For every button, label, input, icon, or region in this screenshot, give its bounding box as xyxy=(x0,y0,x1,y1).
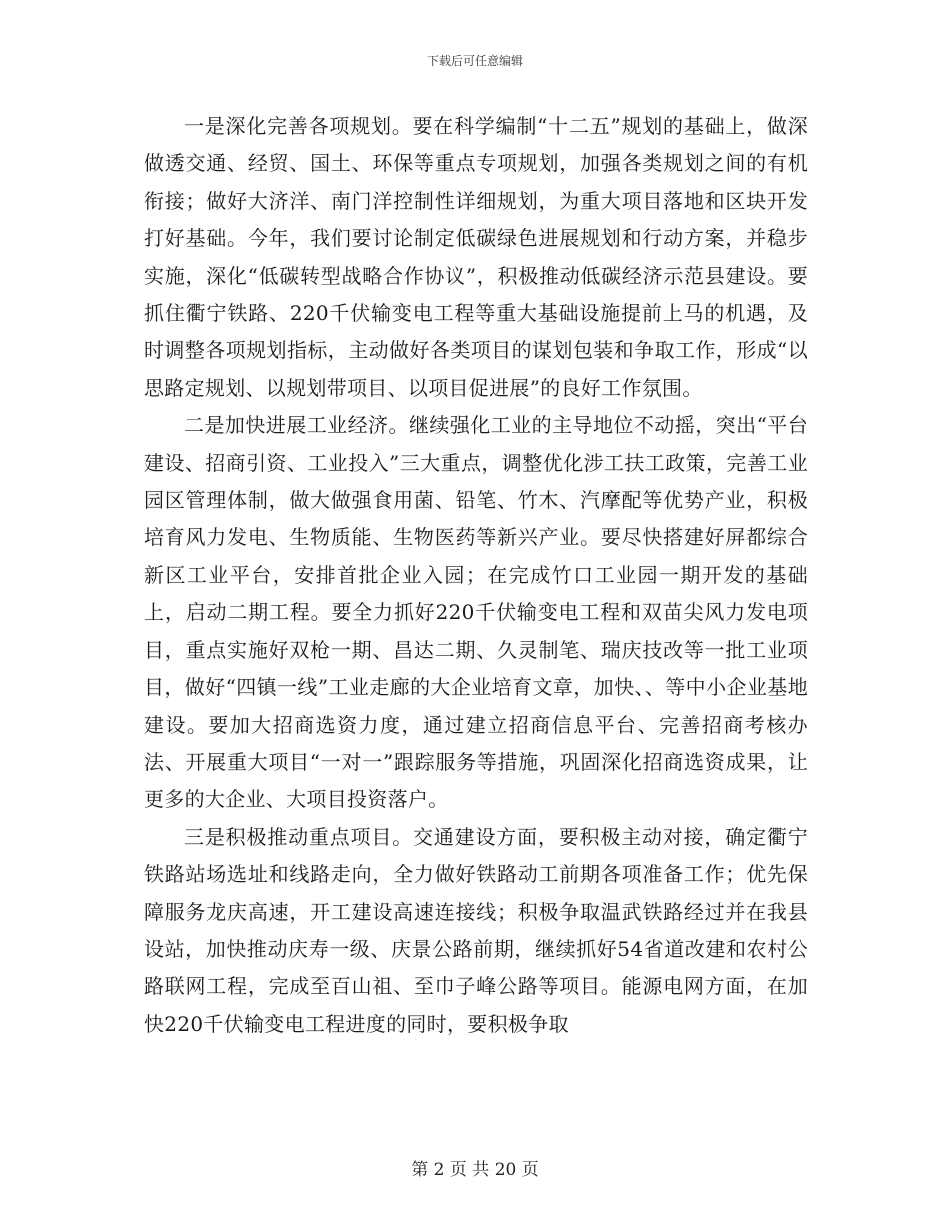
paragraph-industry: 二是加快进展工业经济。继续强化工业的主导地位不动摇，突出“平台建设、招商引资、工业投入”三大重点，调整优化涉工扶工政策，完善工业园区管理体制，做大做强食用菌、铅笔、竹木、汽摩配等优势产业，积极培育风力发电、生物质能、生物医药等新兴产业。要尽快搭建好屏都综合新区工业平台，安排首批企业入园；在完成竹口工业园一期开发的基础上，启动二期工程。要全力抓好220千伏输变电工程和双苗尖风力发电项目，重点实施好双枪一期、昌达二期、久灵制笔、瑞庆技改等一批工业项目，做好“四镇一线”工业走廊的大企业培育文章，加快、、等中小企业基地建设。要加大招商选资力度，通过建立招商信息平台、完善招商考核办法、开展重大项目“一对一”跟踪服务等措施，巩固深化招商选资成果，让更多的大企业、大项目投资落户。 xyxy=(144,413,808,812)
paragraph-planning: 一是深化完善各项规划。要在科学编制“十二五”规划的基础上，做深做透交通、经贸、国土、环保等重点专项规划，加强各类规划之间的有机衔接；做好大济洋、南门洋控制性详细规划，为重大项目落地和区块开发打好基础。今年，我们要讨论制定低碳绿色进展规划和行动方案，并稳步实施，深化“低碳转型战略合作协议”，积极推动低碳经济示范县建设。要抓住衢宁铁路、220千伏输变电工程等重大基础设施提前上马的机遇，及时调整各项规划指标，主动做好各类项目的谋划包装和争取工作，形成“以思路定规划、以规划带项目、以项目促进展”的良好工作氛围。 xyxy=(144,114,808,400)
document-body xyxy=(144,108,808,1043)
paragraph-key-projects: 三是积极推动重点项目。交通建设方面，要积极主动对接，确定衢宁铁路站场选址和线路走向，全力做好铁路动工前期各项准备工作；优先保障服务龙庆高速，开工建设高速连接线；积极争取温武铁路经过并在我县设站，加快推动庆寿一级、庆景公路前期，继续抓好54省道改建和农村公路联网工程，完成至百山祖、至巾子峰公路等项目。能源电网方面，在加快220千伏输变电工程进度的同时，要积极争取 xyxy=(144,824,808,1036)
page-number-footer: 第 2 页 共 20 页 xyxy=(411,1160,539,1180)
page-header-note: 下载后可任意编辑 xyxy=(426,54,523,68)
